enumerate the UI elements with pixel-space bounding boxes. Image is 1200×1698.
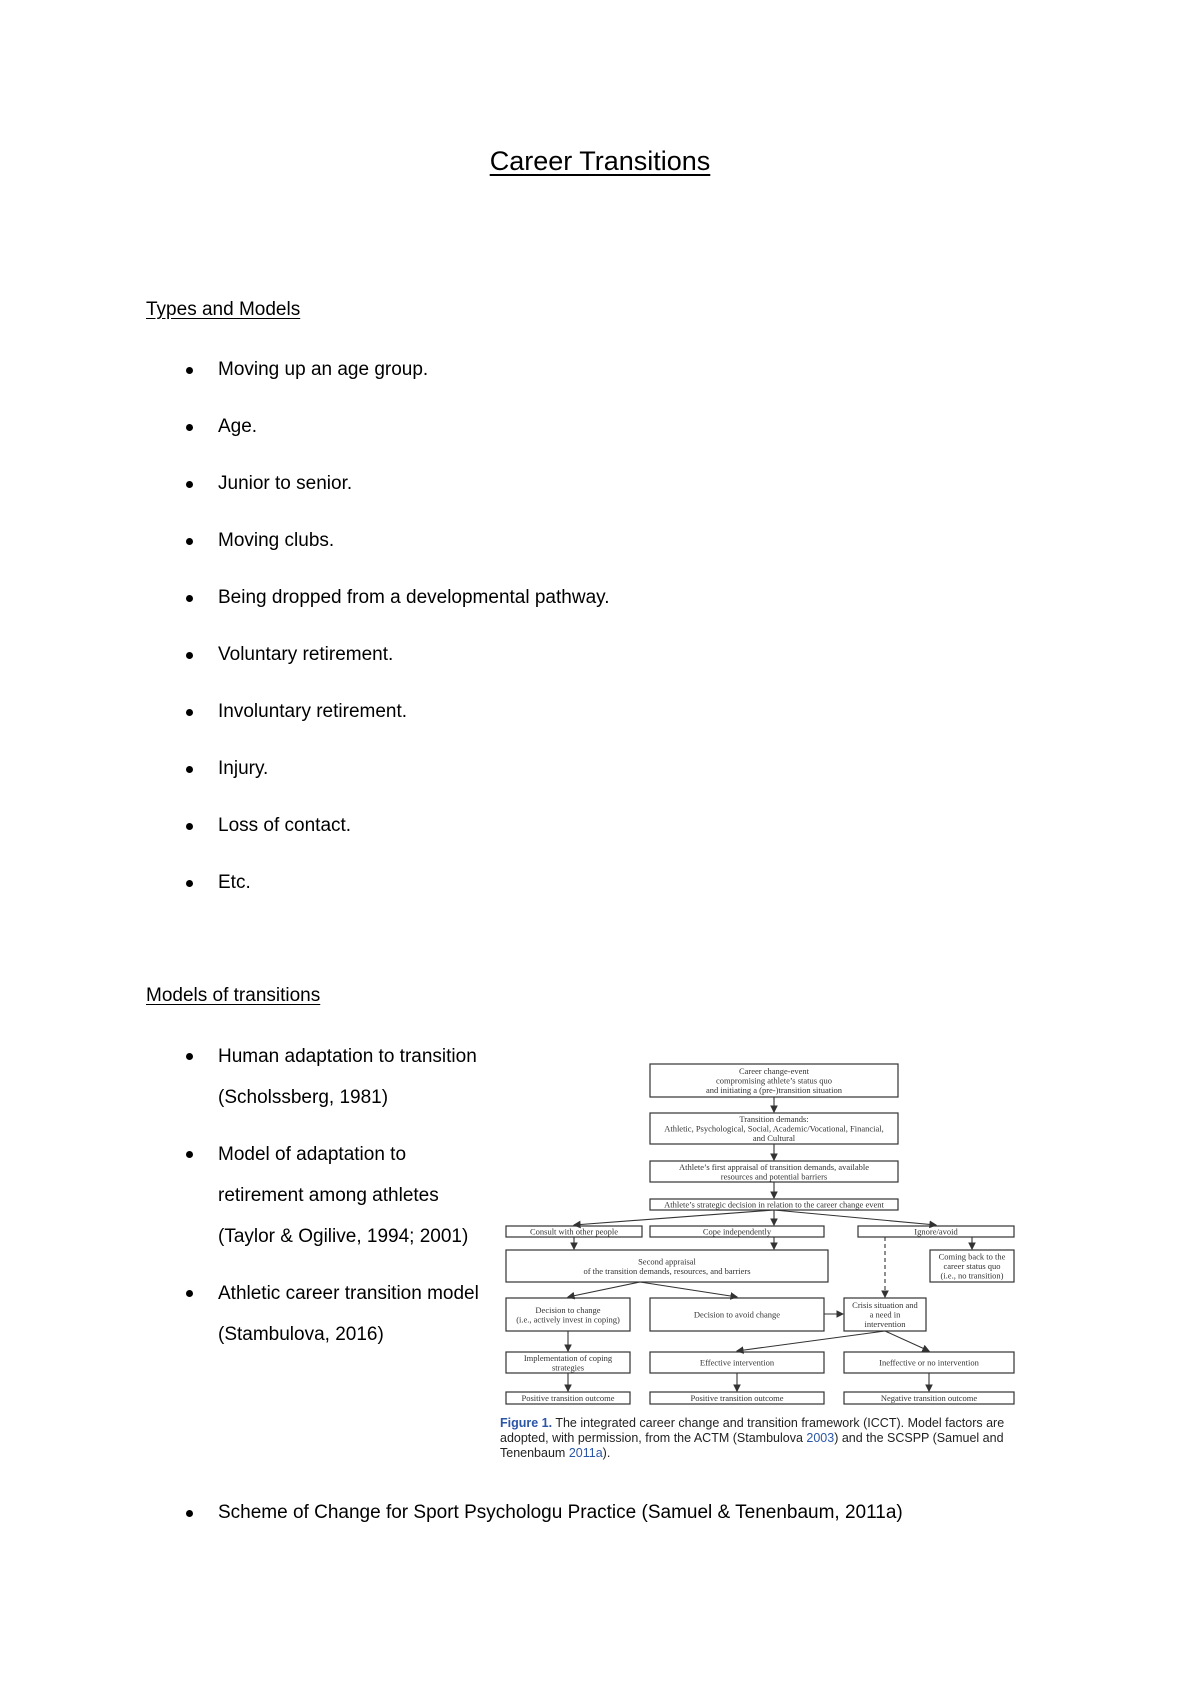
list-item: Injury. (186, 758, 610, 815)
box-label: Second appraisal (638, 1256, 696, 1267)
list-item: Etc. (186, 872, 610, 929)
box-second-appraisal (506, 1250, 828, 1282)
box-label: resources and potential barriers (720, 1171, 828, 1182)
box-label: Negative transition outcome (880, 1393, 978, 1403)
list-item: Involuntary retirement. (186, 701, 610, 758)
box-label: Athlete’s strategic decision in relation to the career change event (664, 1199, 884, 1210)
box-negative-outcome (844, 1392, 1014, 1404)
box-label: Coming back to the (938, 1251, 1006, 1262)
box-label: and Cultural (752, 1133, 796, 1143)
box-ineffective (844, 1352, 1014, 1373)
box-label: Crisis situation and (852, 1300, 918, 1310)
box-implementation (506, 1352, 630, 1373)
figure-label: Figure 1. (500, 1416, 553, 1430)
caption-text: ). (602, 1446, 611, 1460)
flowchart-diagram (500, 1062, 1020, 1424)
citation-link[interactable]: 2003 (806, 1431, 835, 1445)
box-label: Athlete’s first appraisal of transition demands, available (678, 1161, 870, 1172)
box-label: compromising athlete’s status quo (716, 1075, 832, 1086)
list-item: Model of adaptation to retirement among athletes (Taylor & Ogilive, 1994; 2001) (186, 1134, 486, 1257)
box-label: Transition demands: (739, 1114, 809, 1124)
list-item: Athletic career transition model (Stambulova, 2016) (186, 1273, 486, 1355)
section-heading-types: Types and Models (146, 299, 301, 320)
box-label: (i.e., actively invest in coping) (516, 1314, 620, 1325)
icct-figure (500, 1062, 1020, 1462)
box-label: career status quo (943, 1261, 1001, 1271)
types-list (186, 359, 610, 929)
models-list (186, 1036, 486, 1371)
box-ignore (858, 1226, 1014, 1237)
box-label: Decision to avoid change (693, 1309, 781, 1320)
page-title: Career Transitions (489, 146, 711, 176)
list-item: Moving up an age group. (186, 359, 610, 416)
box-decision-avoid (650, 1298, 824, 1331)
box-consult (506, 1226, 642, 1237)
box-label: and initiating a (pre-)transition situation (706, 1085, 842, 1095)
figure-caption (500, 1416, 1020, 1461)
box-label: a need in (869, 1309, 901, 1320)
box-career-event (650, 1064, 898, 1097)
list-item: Age. (186, 416, 610, 473)
box-label: intervention (864, 1319, 906, 1329)
box-label: Implementation of coping (523, 1352, 613, 1363)
list-item: Moving clubs. (186, 530, 610, 587)
models-list-continued (186, 1502, 903, 1524)
list-item: Loss of contact. (186, 815, 610, 872)
box-label: Effective intervention (699, 1357, 775, 1368)
box-decision-change (506, 1298, 630, 1331)
box-positive-outcome-1 (506, 1392, 630, 1404)
box-transition-demands (650, 1113, 898, 1144)
list-item: Junior to senior. (186, 473, 610, 530)
box-first-appraisal (650, 1161, 898, 1182)
box-label: Career change-event (738, 1066, 810, 1076)
box-effective (650, 1352, 824, 1373)
box-coming-back (930, 1250, 1014, 1282)
box-label: Consult with other people (529, 1226, 619, 1237)
box-label: strategies (551, 1362, 585, 1373)
box-label: Cope independently (702, 1226, 772, 1237)
list-item: Voluntary retirement. (186, 644, 610, 701)
list-item: Being dropped from a developmental pathway. (186, 587, 610, 644)
box-label: of the transition demands, resources, and barriers (583, 1265, 751, 1276)
citation-link[interactable]: 2011a (568, 1446, 603, 1460)
box-label: Ignore/avoid (914, 1226, 958, 1237)
caption-text: The integrated career change and transition framework (ICCT). Model factors are adopted, with permission, from the ACTM (Stambulova (500, 1416, 1005, 1445)
box-label: Positive transition outcome (690, 1393, 784, 1403)
box-label: Decision to change (535, 1304, 601, 1315)
list-item: Scheme of Change for Sport Psychologu Practice (Samuel & Tenenbaum, 2011a) (186, 1502, 903, 1524)
list-item: Human adaptation to transition (Scholssberg, 1981) (186, 1036, 486, 1118)
box-label: Ineffective or no intervention (879, 1357, 979, 1368)
box-label: Athletic, Psychological, Social, Academic/Vocational, Financial, (664, 1123, 884, 1134)
caption-text: ) and the SCSPP (Samuel and Tenenbaum (500, 1431, 1004, 1460)
box-label: Positive transition outcome (521, 1393, 615, 1403)
box-crisis (844, 1298, 926, 1331)
box-positive-outcome-2 (650, 1392, 824, 1404)
box-label: (i.e., no transition) (940, 1270, 1004, 1281)
box-strategic-decision (650, 1199, 898, 1210)
section-heading-models: Models of transitions (146, 985, 321, 1006)
box-cope (650, 1226, 824, 1237)
